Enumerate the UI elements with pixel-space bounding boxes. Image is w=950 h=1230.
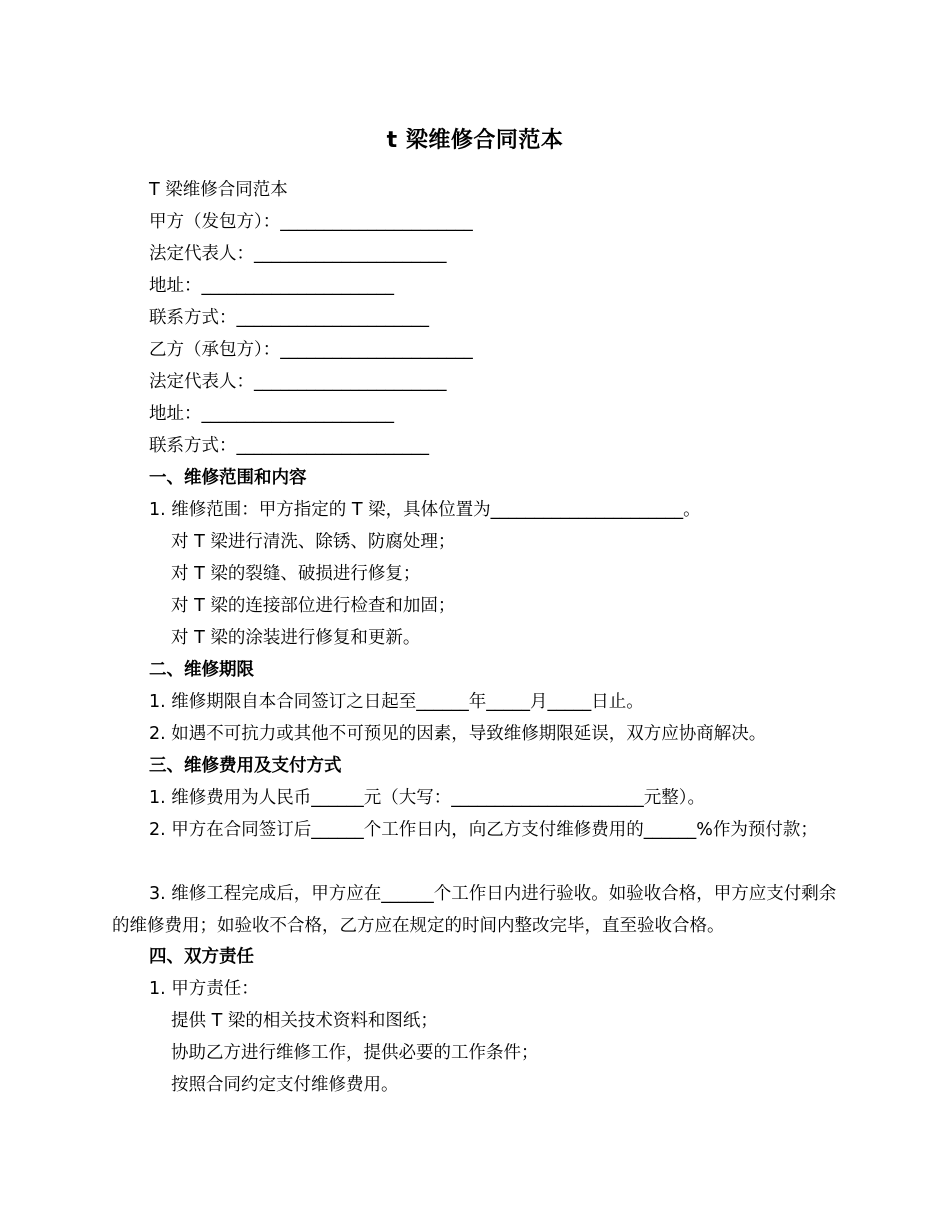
section-1-item-1: 1. 维修范围：甲方指定的 T 梁，具体位置为______________________。 <box>149 500 701 520</box>
party-a-address-line: 地址：______________________ <box>149 276 394 296</box>
party-b-line: 乙方（承包方）：______________________ <box>149 340 473 360</box>
section-4-subitem-3: 按照合同约定支付维修费用。 <box>171 1075 399 1095</box>
section-4-heading: 四、双方责任 <box>149 947 254 967</box>
document-subtitle: T 梁维修合同范本 <box>149 180 288 200</box>
section-1-subitem-4: 对 T 梁的涂装进行修复和更新。 <box>171 628 421 648</box>
section-4-item-1: 1. 甲方责任： <box>149 979 259 999</box>
section-4-subitem-2: 协助乙方进行维修工作，提供必要的工作条件； <box>171 1043 539 1063</box>
section-1-subitem-2: 对 T 梁的裂缝、破损进行修复； <box>171 564 421 584</box>
section-2-item-2: 2. 如遇不可抗力或其他不可预见的因素，导致维修期限延误，双方应协商解决。 <box>149 724 767 744</box>
section-3-item-3: 3. 维修工程完成后，甲方应在______个工作日内进行验收。如验收合格，甲方应支付剩余的维修费用；如验收不合格，乙方应在规定的时间内整改完毕，直至验收合格。 <box>112 884 837 936</box>
party-b-address-line: 地址：______________________ <box>149 404 394 424</box>
section-3-item-2: 2. 甲方在合同签订后______个工作日内，向乙方支付维修费用的______%作为预付款； <box>149 820 818 840</box>
party-a-representative-line: 法定代表人：______________________ <box>149 244 447 264</box>
document-title: t 梁维修合同范本 <box>386 128 564 153</box>
section-4-subitem-1: 提供 T 梁的相关技术资料和图纸； <box>171 1011 438 1031</box>
section-1-heading: 一、维修范围和内容 <box>149 468 307 488</box>
section-1-subitem-3: 对 T 梁的连接部位进行检查和加固； <box>171 596 456 616</box>
section-3-heading: 三、维修费用及支付方式 <box>149 756 342 776</box>
party-a-line: 甲方（发包方）：______________________ <box>149 212 473 232</box>
section-3-item-1: 1. 维修费用为人民币______元（大写：______________________元整）。 <box>149 788 706 808</box>
section-1-subitem-1: 对 T 梁进行清洗、除锈、防腐处理； <box>171 532 456 552</box>
party-b-representative-line: 法定代表人：______________________ <box>149 372 447 392</box>
section-2-heading: 二、维修期限 <box>149 660 254 680</box>
party-a-contact-line: 联系方式：______________________ <box>149 308 429 328</box>
section-2-item-1: 1. 维修期限自本合同签订之日起至______年_____月_____日止。 <box>149 692 644 712</box>
party-b-contact-line: 联系方式：______________________ <box>149 436 429 456</box>
